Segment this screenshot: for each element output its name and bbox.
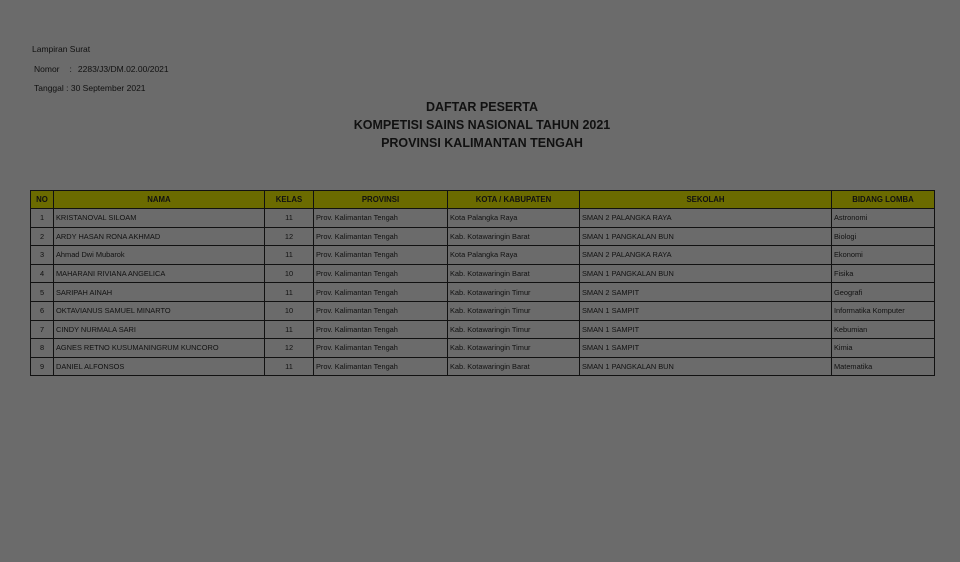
nomor-separator: : — [69, 64, 72, 74]
cell-kota: Kab. Kotawaringin Timur — [448, 301, 580, 320]
participant-table — [30, 190, 935, 376]
cell-kota: Kota Palangka Raya — [448, 209, 580, 228]
cell-nama: KRISTANOVAL SILOAM — [54, 209, 265, 228]
cell-nama: AGNES RETNO KUSUMANINGRUM KUNCORO — [54, 339, 265, 358]
header-kota: KOTA / KABUPATEN — [448, 191, 580, 209]
cell-provinsi: Prov. Kalimantan Tengah — [314, 209, 448, 228]
cell-no: 9 — [31, 357, 54, 376]
cell-nama: OKTAVIANUS SAMUEL MINARTO — [54, 301, 265, 320]
cell-no: 2 — [31, 227, 54, 246]
cell-no: 1 — [31, 209, 54, 228]
cell-sekolah: SMAN 2 PALANGKA RAYA — [580, 209, 832, 228]
cell-sekolah: SMAN 1 PANGKALAN BUN — [580, 264, 832, 283]
table-header-row — [31, 191, 935, 209]
cell-no: 8 — [31, 339, 54, 358]
title-line-3: PROVINSI KALIMANTAN TENGAH — [381, 136, 583, 150]
cell-sekolah: SMAN 1 SAMPIT — [580, 320, 832, 339]
cell-bidang: Geografi — [832, 283, 935, 302]
cell-kelas: 11 — [265, 320, 314, 339]
cell-sekolah: SMAN 1 SAMPIT — [580, 301, 832, 320]
cell-bidang: Ekonomi — [832, 246, 935, 265]
cell-bidang: Fisika — [832, 264, 935, 283]
cell-no: 4 — [31, 264, 54, 283]
cell-provinsi: Prov. Kalimantan Tengah — [314, 320, 448, 339]
table-row — [31, 301, 935, 320]
cell-nama: Ahmad Dwi Mubarok — [54, 246, 265, 265]
cell-provinsi: Prov. Kalimantan Tengah — [314, 357, 448, 376]
cell-bidang: Informatika Komputer — [832, 301, 935, 320]
cell-bidang: Biologi — [832, 227, 935, 246]
cell-nama: DANIEL ALFONSOS — [54, 357, 265, 376]
header-bidang: BIDANG LOMBA — [832, 191, 935, 209]
document-title-block — [0, 98, 960, 152]
cell-bidang: Matematika — [832, 357, 935, 376]
cell-bidang: Kimia — [832, 339, 935, 358]
cell-kelas: 10 — [265, 264, 314, 283]
table-row — [31, 209, 935, 228]
cell-no: 5 — [31, 283, 54, 302]
cell-sekolah: SMAN 2 PALANGKA RAYA — [580, 246, 832, 265]
cell-bidang: Kebumian — [832, 320, 935, 339]
cell-kota: Kab. Kotawaringin Timur — [448, 320, 580, 339]
cell-provinsi: Prov. Kalimantan Tengah — [314, 283, 448, 302]
cell-provinsi: Prov. Kalimantan Tengah — [314, 339, 448, 358]
cell-sekolah: SMAN 1 PANGKALAN BUN — [580, 227, 832, 246]
cell-nama: ARDY HASAN RONA AKHMAD — [54, 227, 265, 246]
header-no: NO — [31, 191, 54, 209]
table-row — [31, 227, 935, 246]
title-line-2: KOMPETISI SAINS NASIONAL TAHUN 2021 — [353, 118, 611, 132]
cell-nama: MAHARANI RIVIANA ANGELICA — [54, 264, 265, 283]
header-nama: NAMA — [54, 191, 265, 209]
letter-number — [34, 64, 169, 74]
cell-kelas: 12 — [265, 227, 314, 246]
cell-kota: Kab. Kotawaringin Timur — [448, 283, 580, 302]
cell-kelas: 11 — [265, 209, 314, 228]
cell-kota: Kota Palangka Raya — [448, 246, 580, 265]
nomor-value: 2283/J3/DM.02.00/2021 — [77, 64, 169, 74]
cell-bidang: Astronomi — [832, 209, 935, 228]
title-line-1: DAFTAR PESERTA — [425, 100, 539, 114]
cell-kota: Kab. Kotawaringin Timur — [448, 339, 580, 358]
cell-kelas: 10 — [265, 301, 314, 320]
table-row — [31, 264, 935, 283]
nomor-label: Nomor — [34, 64, 60, 74]
cell-kelas: 11 — [265, 283, 314, 302]
cell-kota: Kab. Kotawaringin Barat — [448, 227, 580, 246]
cell-kelas: 12 — [265, 339, 314, 358]
attachment-label: Lampiran Surat — [32, 44, 91, 54]
cell-no: 3 — [31, 246, 54, 265]
cell-provinsi: Prov. Kalimantan Tengah — [314, 227, 448, 246]
cell-no: 7 — [31, 320, 54, 339]
cell-provinsi: Prov. Kalimantan Tengah — [314, 264, 448, 283]
header-kelas: KELAS — [265, 191, 314, 209]
table-row — [31, 283, 935, 302]
cell-kelas: 11 — [265, 246, 314, 265]
cell-no: 6 — [31, 301, 54, 320]
cell-nama: CINDY NURMALA SARI — [54, 320, 265, 339]
header-provinsi: PROVINSI — [314, 191, 448, 209]
header-sekolah: SEKOLAH — [580, 191, 832, 209]
letter-date: Tanggal : 30 September 2021 — [34, 83, 146, 93]
cell-kelas: 11 — [265, 357, 314, 376]
cell-nama: SARIPAH AINAH — [54, 283, 265, 302]
cell-sekolah: SMAN 2 SAMPIT — [580, 283, 832, 302]
cell-sekolah: SMAN 1 PANGKALAN BUN — [580, 357, 832, 376]
table-row — [31, 339, 935, 358]
table-row — [31, 246, 935, 265]
cell-provinsi: Prov. Kalimantan Tengah — [314, 301, 448, 320]
cell-sekolah: SMAN 1 SAMPIT — [580, 339, 832, 358]
table-row — [31, 357, 935, 376]
cell-provinsi: Prov. Kalimantan Tengah — [314, 246, 448, 265]
table-row — [31, 320, 935, 339]
cell-kota: Kab. Kotawaringin Barat — [448, 357, 580, 376]
cell-kota: Kab. Kotawaringin Barat — [448, 264, 580, 283]
